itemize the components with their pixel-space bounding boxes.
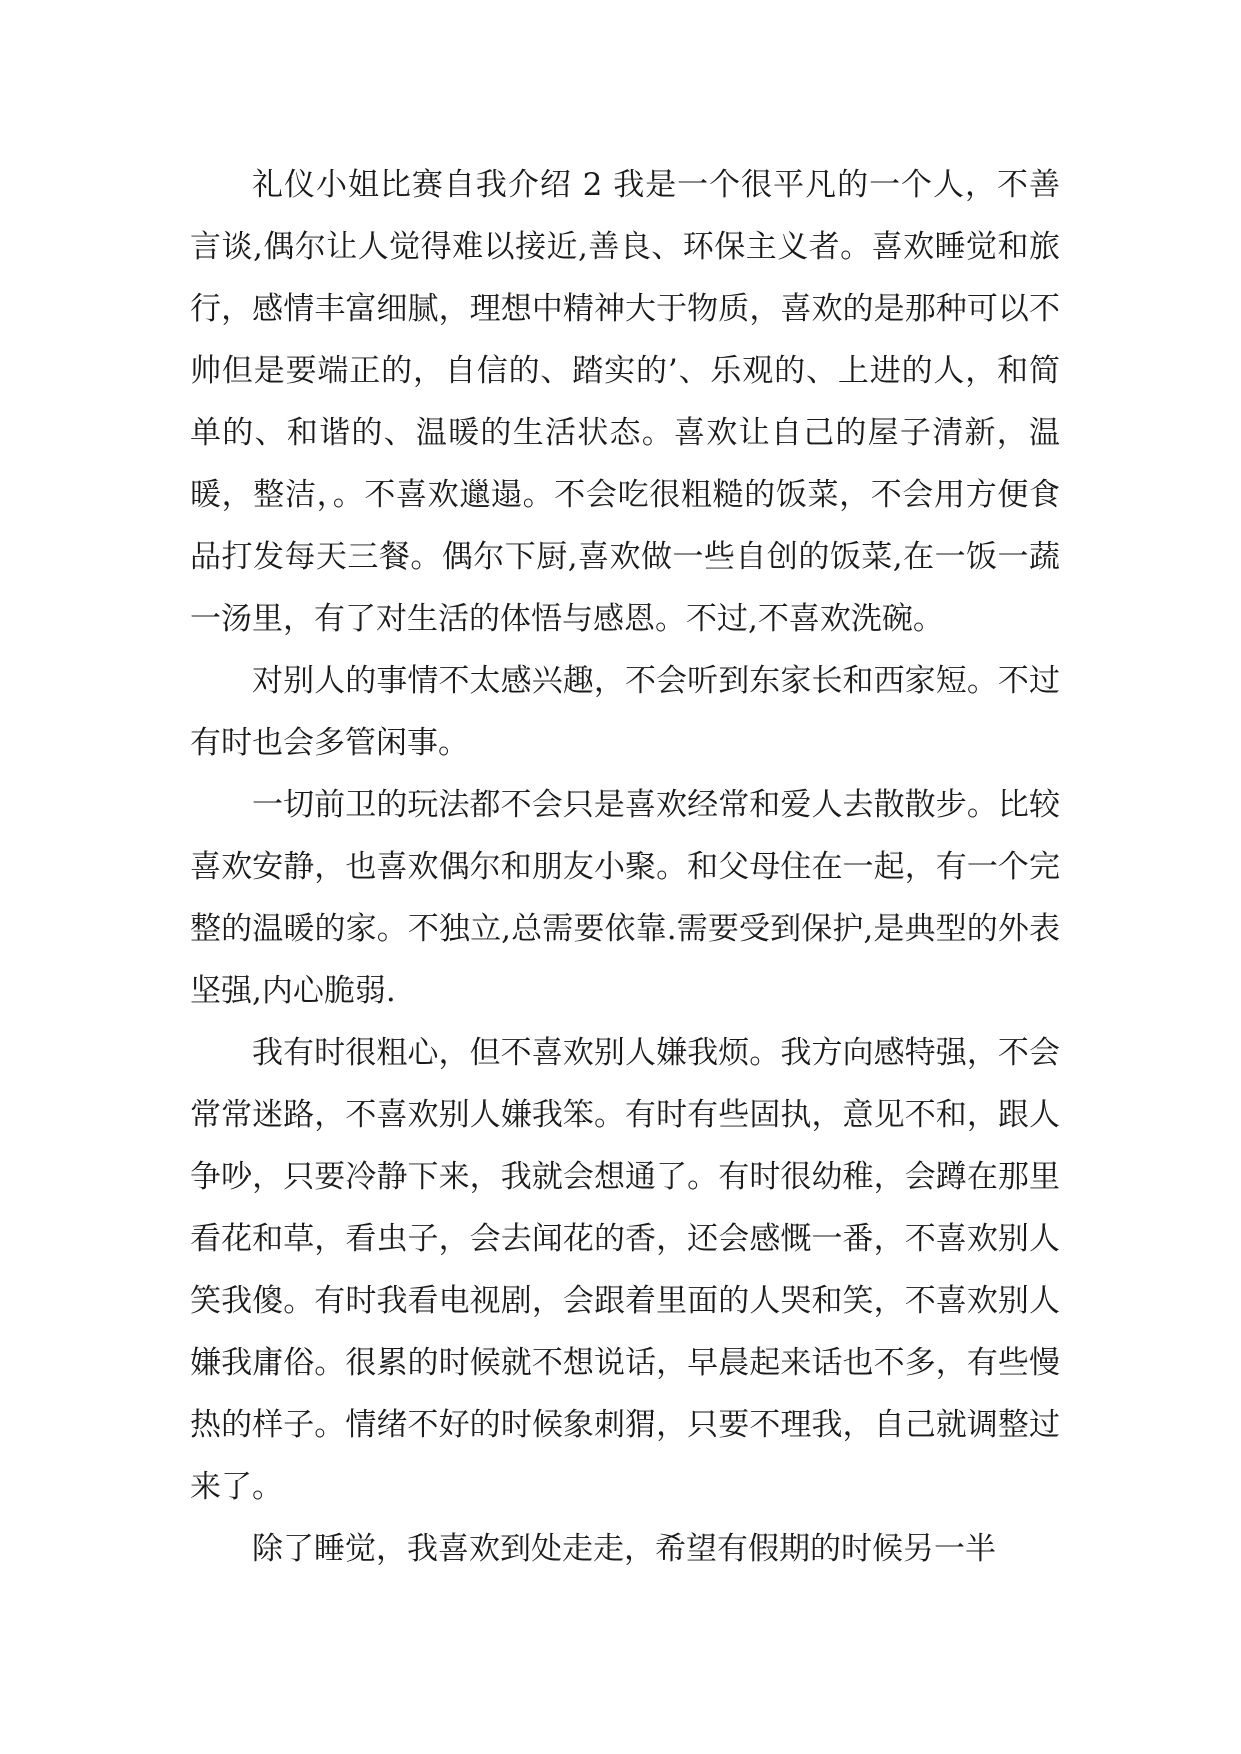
paragraph-5: 除了睡觉，我喜欢到处走走，希望有假期的时候另一半: [252, 1531, 996, 1567]
paragraph-4: 我有时很粗心，但不喜欢别人嫌我烦。我方向感特强，不会常常迷路，不喜欢别人嫌我笨。有时有些固执，意见不和，跟人争吵，只要冷静下来，我就会想通了。有时很幼稚，会蹲在那里看花和草，看虫子，会去闻花的香，还会感慨一番，不喜欢别人笑我傻。有时我看电视剧，会跟着里面的人哭和笑，不喜欢别人嫌我庸俗。很累的时候就不想说话，早晨起来话也不多，有些慢热的样子。情绪不好的时候象刺猬，只要不理我，自己就调整过来了。: [190, 1035, 1060, 1505]
paragraph-2: 对别人的事情不太感兴趣，不会听到东家长和西家短。不过有时也会多管闲事。: [190, 663, 1060, 761]
paragraph-1: 礼仪小姐比赛自我介绍 2 我是一个很平凡的一个人，不善言谈,偶尔让人觉得难以接近,善良、环保主义者。喜欢睡觉和旅行，感情丰富细腻，理想中精神大于物质，喜欢的是那种可以不帅但是要端正的，自信的、踏实的’、乐观的、上进的人，和简单的、和谐的、温暖的生活状态。喜欢让自己的屋子清新，温暖，整洁，。不喜欢邋遢。不会吃很粗糙的饭菜，不会用方便食品打发每天三餐。偶尔下厨,喜欢做一些自创的饭菜,在一饭一蔬一汤里，有了对生活的体悟与感恩。不过,不喜欢洗碗。: [190, 167, 1060, 637]
document-body: [190, 154, 1060, 1580]
paragraph-3: 一切前卫的玩法都不会只是喜欢经常和爱人去散散步。比较喜欢安静，也喜欢偶尔和朋友小聚。和父母住在一起，有一个完整的温暖的家。不独立,总需要依靠.需要受到保护,是典型的外表坚强,内心脆弱.: [190, 787, 1060, 1009]
